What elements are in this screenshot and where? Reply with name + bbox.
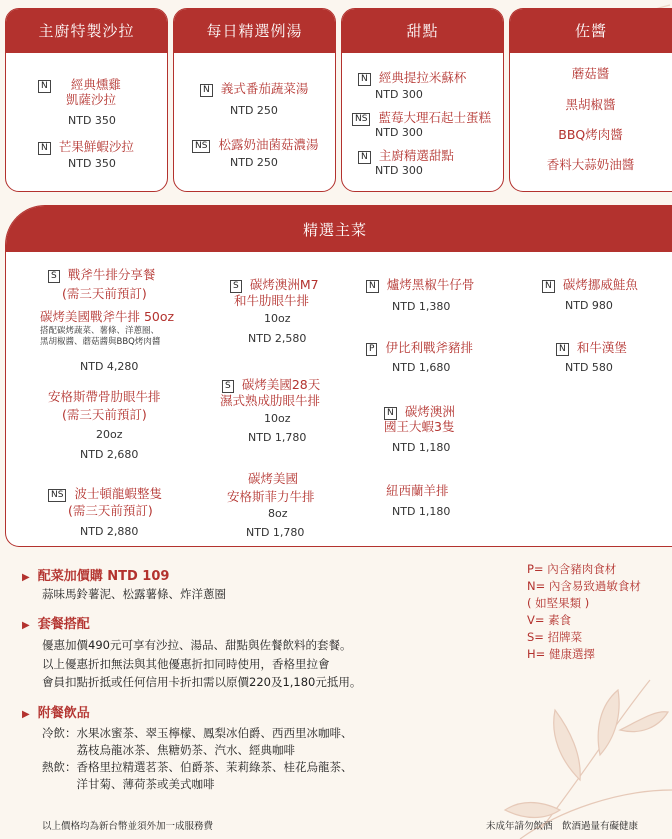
item-name: 松露奶油菌菇濃湯 xyxy=(218,137,319,152)
sauce-item: 香料大蒜奶油醬 xyxy=(546,157,635,172)
item-size: 20oz xyxy=(96,428,123,441)
side-dish-section xyxy=(22,565,169,584)
item-price: NTD 1,780 xyxy=(248,431,307,444)
item-name: 藍莓大理石起士蛋糕 xyxy=(378,110,492,125)
section-title: 附餐飲品 xyxy=(37,706,90,721)
item-note: (需三天前預訂) xyxy=(62,286,147,301)
drinks-line: 冷飲：水果冰蜜茶、翠玉檸檬、鳳梨冰伯爵、西西里冰咖啡、 xyxy=(42,726,353,740)
legend-item: P= 內含豬肉食材 xyxy=(527,562,617,576)
allergen-badge: N xyxy=(38,142,51,155)
section-title: 配菜加價購 NTD 109 xyxy=(37,569,170,584)
main-item xyxy=(542,274,638,293)
set-meal-line: 優惠加價490元可享有沙拉、湯品、甜點與佐餐飲料的套餐。 xyxy=(42,638,352,652)
drinks-line: 荔枝烏龍冰茶、焦糖奶茶、汽水、經典咖啡 xyxy=(42,743,295,757)
legend-item: S= 招牌菜 xyxy=(527,630,583,644)
item-name: 戰斧牛排分享餐 xyxy=(67,267,156,282)
allergen-badge: N xyxy=(358,151,371,164)
allergen-badge: N xyxy=(200,84,213,97)
item-name: 碳烤美國戰斧牛排 50oz xyxy=(40,309,175,324)
item-price: NTD 250 xyxy=(230,156,278,169)
allergen-badge: N xyxy=(542,280,555,293)
sauce-item: 蘑菇醬 xyxy=(571,66,610,81)
leaf-illustration xyxy=(500,640,672,839)
triangle-bullet-icon: ▶ xyxy=(22,620,30,631)
sauce-item: BBQ烤肉醬 xyxy=(558,127,623,142)
item-description: 黑胡椒醬、蘑菇醬與BBQ烤肉醬 xyxy=(40,337,161,347)
allergen-badge: N xyxy=(38,80,51,93)
item-name: 碳烤挪威鮭魚 xyxy=(562,277,638,292)
main-item xyxy=(366,337,473,356)
item-name-line2: 和牛肋眼牛排 xyxy=(234,293,310,308)
legend-item: N= 內含易致過敏食材 xyxy=(527,579,641,593)
item-name: 碳烤澳洲M7 xyxy=(249,277,319,292)
set-meal-line: 會員扣點折抵或任何信用卡折扣需以原價220及1,180元抵用。 xyxy=(42,675,362,689)
item-name: 義式番茄蔬菜湯 xyxy=(220,81,309,96)
item-price: NTD 250 xyxy=(230,104,278,117)
item-price: NTD 1,380 xyxy=(392,300,451,313)
item-price: NTD 2,580 xyxy=(248,332,307,345)
item-price: NTD 1,680 xyxy=(392,361,451,374)
triangle-bullet-icon: ▶ xyxy=(22,572,30,583)
legend xyxy=(527,561,641,663)
item-name: 伊比利戰斧豬排 xyxy=(385,340,474,355)
set-meal-section xyxy=(22,613,90,632)
item-price: NTD 4,280 xyxy=(80,360,139,373)
legend-item: V= 素食 xyxy=(527,613,572,627)
item-price: NTD 1,180 xyxy=(392,441,451,454)
item-note: (需三天前預訂) xyxy=(62,407,147,422)
main-item xyxy=(556,337,627,356)
item-size: 10oz xyxy=(264,412,291,425)
dessert-item-3 xyxy=(358,145,454,164)
allergen-badge: S xyxy=(230,280,242,293)
section-title: 套餐搭配 xyxy=(37,617,90,632)
item-name: 經典燻雞 xyxy=(70,77,121,92)
main-item xyxy=(48,483,162,502)
footer-note-right: 未成年請勿飲酒 飲酒過量有礙健康 xyxy=(486,821,639,832)
item-price: NTD 350 xyxy=(68,157,116,170)
item-note: (需三天前預訂) xyxy=(68,503,153,518)
item-name: 芒果鮮蝦沙拉 xyxy=(58,139,134,154)
soup-header: 每日精選例湯 xyxy=(174,9,335,53)
allergen-badge: N xyxy=(366,280,379,293)
item-name-line2: 安格斯菲力牛排 xyxy=(227,489,315,504)
dessert-item-1 xyxy=(358,67,466,86)
legend-item: ( 如堅果類 ) xyxy=(527,596,590,610)
sauce-header: 佐醬 xyxy=(510,9,672,53)
dessert-header: 甜點 xyxy=(342,9,503,53)
item-price: NTD 300 xyxy=(375,164,423,177)
drinks-line: 熱飲：香格里拉精選茗茶、伯爵茶、茉莉綠茶、桂花烏龍茶、 xyxy=(42,760,353,774)
drinks-section xyxy=(22,702,90,721)
item-name: 碳烤美國 xyxy=(248,471,299,486)
soup-item-1 xyxy=(200,78,308,97)
allergen-badge: NS xyxy=(352,113,370,126)
sauce-item: 黑胡椒醬 xyxy=(565,97,616,112)
allergen-badge: NS xyxy=(48,489,66,502)
mains-header: 精選主菜 xyxy=(6,206,672,252)
item-price: NTD 2,680 xyxy=(80,448,139,461)
item-name-line2: 國王大蝦3隻 xyxy=(384,419,455,434)
salad-item-2 xyxy=(38,136,134,155)
allergen-badge: N xyxy=(384,407,397,420)
allergen-badge: N xyxy=(358,73,371,86)
item-name: 波士頓龍蝦整隻 xyxy=(74,486,163,501)
item-price: NTD 350 xyxy=(68,114,116,127)
allergen-badge: S xyxy=(222,380,234,393)
item-price: NTD 300 xyxy=(375,88,423,101)
item-name-line2: 凱薩沙拉 xyxy=(66,92,117,107)
triangle-bullet-icon: ▶ xyxy=(22,709,30,720)
set-meal-line: 以上優惠折扣無法與其他優惠折扣同時使用，香格里拉會 xyxy=(42,657,330,671)
main-item xyxy=(230,274,319,293)
item-price: NTD 2,880 xyxy=(80,525,139,538)
item-size: 8oz xyxy=(268,507,288,520)
item-price: NTD 1,780 xyxy=(246,526,305,539)
item-size: 10oz xyxy=(264,312,291,325)
main-item xyxy=(222,374,320,393)
item-name: 碳烤美國28天 xyxy=(241,377,321,392)
item-name: 碳烤澳洲 xyxy=(404,404,455,419)
item-price: NTD 580 xyxy=(565,361,613,374)
item-name: 和牛漢堡 xyxy=(576,340,627,355)
allergen-badge: NS xyxy=(192,140,210,153)
item-name: 爐烤黑椒牛仔骨 xyxy=(386,277,475,292)
allergen-badge: N xyxy=(556,343,569,356)
item-name: 安格斯帶骨肋眼牛排 xyxy=(48,389,161,404)
dessert-item-2 xyxy=(352,107,491,126)
main-item xyxy=(48,264,155,283)
allergen-badge: P xyxy=(366,343,377,356)
item-name: 主廚精選甜點 xyxy=(378,148,454,163)
item-name: 經典提拉米蘇杯 xyxy=(378,70,467,85)
side-dish-text: 蒜味馬鈴薯泥、松露薯條、炸洋蔥圈 xyxy=(42,587,226,601)
footer-note-left: 以上價格均為新台幣並須外加一成服務費 xyxy=(42,821,214,832)
allergen-badge: S xyxy=(48,270,60,283)
item-description: 搭配碳烤蔬菜、薯條、洋蔥圈、 xyxy=(40,326,160,336)
item-name-line2: 濕式熟成肋眼牛排 xyxy=(220,393,321,408)
main-item xyxy=(366,274,474,293)
soup-item-2 xyxy=(192,134,319,153)
item-price: NTD 980 xyxy=(565,299,613,312)
drinks-line: 洋甘菊、薄荷茶或美式咖啡 xyxy=(42,777,215,791)
item-name: 紐西蘭羊排 xyxy=(386,483,449,498)
item-price: NTD 300 xyxy=(375,126,423,139)
legend-item: H= 健康選擇 xyxy=(527,647,595,661)
salad-header: 主廚特製沙拉 xyxy=(6,9,167,53)
item-price: NTD 1,180 xyxy=(392,505,451,518)
